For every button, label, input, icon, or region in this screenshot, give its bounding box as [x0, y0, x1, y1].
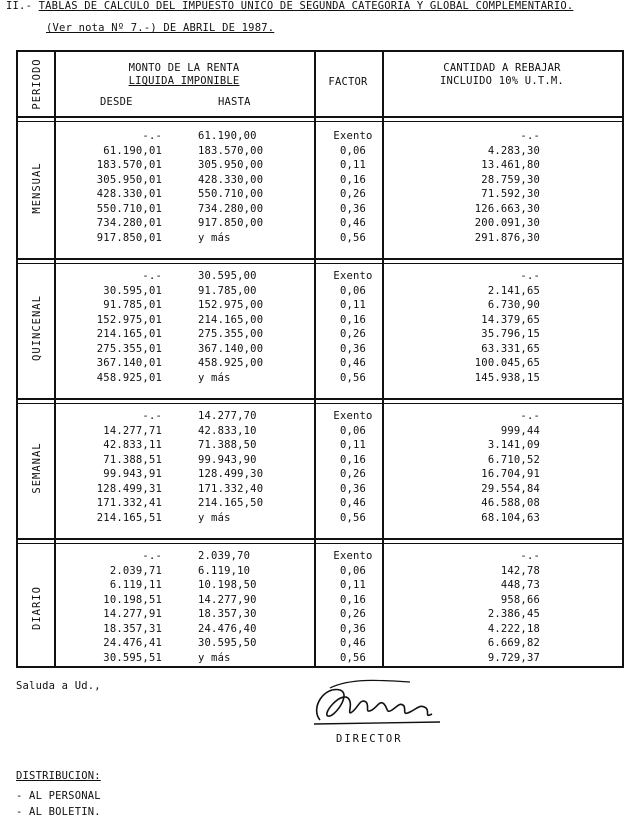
cell-hasta: 152.975,00 — [198, 299, 264, 311]
header-factor: FACTOR — [328, 76, 368, 88]
cell-cantidad: 14.379,65 — [481, 313, 540, 326]
cell-desde: 18.357,31 — [103, 622, 162, 635]
cell-hasta: 458.925,00 — [198, 357, 264, 369]
cell-factor: 0,06 — [339, 144, 367, 157]
cell-factor: 0,46 — [339, 357, 367, 369]
table-row — [18, 232, 622, 247]
cell-desde: 30.595,01 — [103, 284, 162, 297]
cell-factor: Exento — [333, 410, 373, 422]
cell-cantidad: 291.876,30 — [474, 231, 540, 244]
cell-cantidad: 2.386,45 — [487, 608, 540, 620]
cell-hasta: 30.595,00 — [198, 270, 257, 282]
cell-factor: 0,26 — [339, 188, 367, 200]
cell-desde: 214.165,51 — [96, 511, 162, 524]
cell-desde: 128.499,31 — [96, 482, 162, 495]
title-text: TABLAS DE CALCULO DEL IMPUESTO UNICO DE SEGUNDA CATEGORIA Y GLOBAL COMPLEMENTARIO. — [38, 0, 574, 12]
cell-desde: 917.850,01 — [96, 231, 162, 244]
cell-desde: 99.943,91 — [103, 468, 162, 480]
cell-hasta: 14.277,90 — [198, 593, 257, 606]
cell-cantidad: 63.331,65 — [481, 342, 540, 355]
cell-hasta: 10.198,50 — [198, 579, 257, 591]
closing-greeting: Saluda a Ud., — [16, 680, 101, 692]
cell-desde: 550.710,01 — [96, 202, 162, 215]
cell-factor: 0,56 — [339, 511, 367, 524]
cell-factor: 0,46 — [339, 497, 367, 509]
cell-desde: 10.198,51 — [103, 593, 162, 606]
cell-factor: 0,16 — [339, 173, 367, 186]
table-row — [18, 410, 622, 425]
table-row — [18, 652, 622, 667]
table-row — [18, 512, 622, 527]
distribution-heading: DISTRIBUCION: — [16, 770, 101, 782]
cell-cantidad: 28.759,30 — [481, 173, 540, 186]
cell-hasta: 214.165,00 — [198, 313, 264, 326]
cell-hasta: y más — [198, 651, 231, 664]
cell-cantidad: -.- — [520, 550, 540, 562]
header-monto-2: LIQUIDA IMPONIBLE — [128, 75, 240, 87]
cell-cantidad: 13.461,80 — [481, 159, 540, 171]
cell-hasta: 14.277,70 — [198, 410, 257, 422]
cell-desde: 6.119,11 — [109, 579, 162, 591]
table-row — [18, 328, 622, 343]
cell-factor: 0,36 — [339, 622, 367, 635]
cell-desde: 91.785,01 — [103, 299, 162, 311]
cell-factor: 0,16 — [339, 593, 367, 606]
period-label: QUINCENAL — [31, 295, 43, 361]
cell-cantidad: 71.592,30 — [481, 188, 540, 200]
cell-hasta: 128.499,30 — [198, 468, 264, 480]
table-row — [18, 174, 622, 189]
cell-hasta: 171.332,40 — [198, 482, 264, 495]
cell-desde: 183.570,01 — [96, 159, 162, 171]
table-row — [18, 159, 622, 174]
title-line-1 — [6, 0, 573, 12]
header-rule — [18, 116, 622, 122]
table-row — [18, 454, 622, 469]
table-row — [18, 299, 622, 314]
cell-desde: 367.140,01 — [96, 357, 162, 369]
cell-cantidad: 16.704,91 — [481, 468, 540, 480]
cell-hasta: 24.476,40 — [198, 622, 257, 635]
cell-hasta: 275.355,00 — [198, 328, 264, 340]
table-row — [18, 372, 622, 387]
cell-cantidad: 3.141,09 — [487, 439, 540, 451]
period-label: SEMANAL — [31, 442, 43, 494]
cell-cantidad: 2.141,65 — [487, 284, 540, 297]
table-row — [18, 217, 622, 232]
cell-desde: 428.330,01 — [96, 188, 162, 200]
cell-factor: 0,56 — [339, 371, 367, 384]
header-desde: DESDE — [100, 96, 133, 108]
cell-hasta: 2.039,70 — [198, 550, 251, 562]
cell-cantidad: 4.283,30 — [487, 144, 540, 157]
cell-desde: 458.925,01 — [96, 371, 162, 384]
cell-factor: 0,11 — [339, 439, 367, 451]
cell-desde: 2.039,71 — [109, 564, 162, 577]
tax-table — [16, 50, 624, 668]
cell-factor: 0,46 — [339, 637, 367, 649]
cell-factor: 0,16 — [339, 313, 367, 326]
table-row — [18, 637, 622, 652]
cell-desde: 152.975,01 — [96, 313, 162, 326]
header-cantidad-2: INCLUIDO 10% U.T.M. — [440, 75, 564, 87]
table-row — [18, 608, 622, 623]
cell-desde: 71.388,51 — [103, 453, 162, 466]
cell-factor: 0,16 — [339, 453, 367, 466]
cell-desde: 24.476,41 — [103, 637, 162, 649]
cell-hasta: y más — [198, 511, 231, 524]
cell-desde: 14.277,71 — [103, 424, 162, 437]
title-prefix: II.- — [6, 0, 33, 12]
cell-hasta: y más — [198, 231, 231, 244]
cell-factor: Exento — [333, 270, 373, 282]
table-row — [18, 425, 622, 440]
table-row — [18, 130, 622, 145]
distribution-item: - AL PERSONAL — [16, 790, 101, 802]
cell-desde: 734.280,01 — [96, 217, 162, 229]
cell-factor: 0,36 — [339, 482, 367, 495]
cell-factor: 0,11 — [339, 299, 367, 311]
cell-hasta: 18.357,30 — [198, 608, 257, 620]
table-row — [18, 270, 622, 285]
cell-cantidad: 100.045,65 — [474, 357, 540, 369]
cell-cantidad: -.- — [520, 410, 540, 422]
cell-cantidad: 999,44 — [500, 424, 540, 437]
cell-hasta: y más — [198, 371, 231, 384]
cell-desde: 305.950,01 — [96, 173, 162, 186]
cell-factor: Exento — [333, 130, 373, 142]
cell-factor: 0,06 — [339, 424, 367, 437]
table-row — [18, 623, 622, 638]
cell-hasta: 917.850,00 — [198, 217, 264, 229]
cell-hasta: 183.570,00 — [198, 144, 264, 157]
table-row — [18, 357, 622, 372]
cell-factor: 0,26 — [339, 608, 367, 620]
cell-cantidad: -.- — [520, 270, 540, 282]
cell-desde: -.- — [142, 130, 162, 142]
header-monto-1: MONTO DE LA RENTA — [128, 62, 240, 74]
cell-hasta: 91.785,00 — [198, 284, 257, 297]
cell-factor: 0,26 — [339, 328, 367, 340]
table-row — [18, 565, 622, 580]
period-label: DIARIO — [31, 586, 43, 630]
cell-desde: 275.355,01 — [96, 342, 162, 355]
cell-desde: 61.190,01 — [103, 144, 162, 157]
cell-factor: 0,11 — [339, 159, 367, 171]
table-row — [18, 145, 622, 160]
cell-desde: -.- — [142, 270, 162, 282]
table-row — [18, 203, 622, 218]
cell-cantidad: 35.796,15 — [481, 328, 540, 340]
cell-cantidad: 68.104,63 — [481, 511, 540, 524]
cell-cantidad: 200.091,30 — [474, 217, 540, 229]
cell-hasta: 550.710,00 — [198, 188, 264, 200]
distribution-item: - AL BOLETIN. — [16, 806, 101, 818]
signature — [300, 668, 450, 734]
table-row — [18, 188, 622, 203]
table-row — [18, 468, 622, 483]
cell-hasta: 61.190,00 — [198, 130, 257, 142]
header-periodo: PERIODO — [31, 58, 43, 110]
section-rule — [18, 398, 622, 404]
cell-cantidad: 46.588,08 — [481, 497, 540, 509]
cell-desde: -.- — [142, 410, 162, 422]
table-row — [18, 497, 622, 512]
cell-factor: Exento — [333, 550, 373, 562]
cell-desde: 30.595,51 — [103, 651, 162, 664]
cell-cantidad: 4.222,18 — [487, 622, 540, 635]
cell-cantidad: 6.710,52 — [487, 453, 540, 466]
cell-cantidad: 6.730,90 — [487, 299, 540, 311]
cell-desde: 171.332,41 — [96, 497, 162, 509]
cell-factor: 0,56 — [339, 651, 367, 664]
table-row — [18, 579, 622, 594]
cell-factor: 0,56 — [339, 231, 367, 244]
cell-cantidad: 448,73 — [500, 579, 540, 591]
cell-cantidad: 6.669,82 — [487, 637, 540, 649]
table-row — [18, 314, 622, 329]
cell-desde: 42.833,11 — [103, 439, 162, 451]
table-row — [18, 550, 622, 565]
cell-factor: 0,06 — [339, 284, 367, 297]
cell-hasta: 214.165,50 — [198, 497, 264, 509]
cell-factor: 0,36 — [339, 202, 367, 215]
cell-factor: 0,46 — [339, 217, 367, 229]
cell-hasta: 734.280,00 — [198, 202, 264, 215]
table-row — [18, 594, 622, 609]
cell-hasta: 42.833,10 — [198, 424, 257, 437]
cell-cantidad: -.- — [520, 130, 540, 142]
cell-desde: 214.165,01 — [96, 328, 162, 340]
cell-cantidad: 142,78 — [500, 564, 540, 577]
header-hasta: HASTA — [218, 96, 251, 108]
title-line-2: (Ver nota Nº 7.-) DE ABRIL DE 1987. — [46, 22, 275, 34]
table-row — [18, 483, 622, 498]
section-rule — [18, 258, 622, 264]
cell-desde: 14.277,91 — [103, 608, 162, 620]
cell-cantidad: 29.554,84 — [481, 482, 540, 495]
cell-cantidad: 145.938,15 — [474, 371, 540, 384]
cell-hasta: 428.330,00 — [198, 173, 264, 186]
table-row — [18, 285, 622, 300]
table-row — [18, 343, 622, 358]
cell-factor: 0,06 — [339, 564, 367, 577]
cell-hasta: 305.950,00 — [198, 159, 264, 171]
director-label: DIRECTOR — [336, 733, 403, 745]
period-label: MENSUAL — [31, 162, 43, 214]
cell-hasta: 6.119,10 — [198, 564, 251, 577]
header-cantidad-1: CANTIDAD A REBAJAR — [443, 62, 561, 74]
cell-factor: 0,36 — [339, 342, 367, 355]
cell-hasta: 30.595,50 — [198, 637, 257, 649]
cell-factor: 0,11 — [339, 579, 367, 591]
cell-hasta: 71.388,50 — [198, 439, 257, 451]
cell-factor: 0,26 — [339, 468, 367, 480]
cell-hasta: 367.140,00 — [198, 342, 264, 355]
section-rule — [18, 538, 622, 544]
cell-desde: -.- — [142, 550, 162, 562]
cell-cantidad: 958,66 — [500, 593, 540, 606]
cell-cantidad: 126.663,30 — [474, 202, 540, 215]
cell-hasta: 99.943,90 — [198, 453, 257, 466]
table-row — [18, 439, 622, 454]
cell-cantidad: 9.729,37 — [487, 651, 540, 664]
